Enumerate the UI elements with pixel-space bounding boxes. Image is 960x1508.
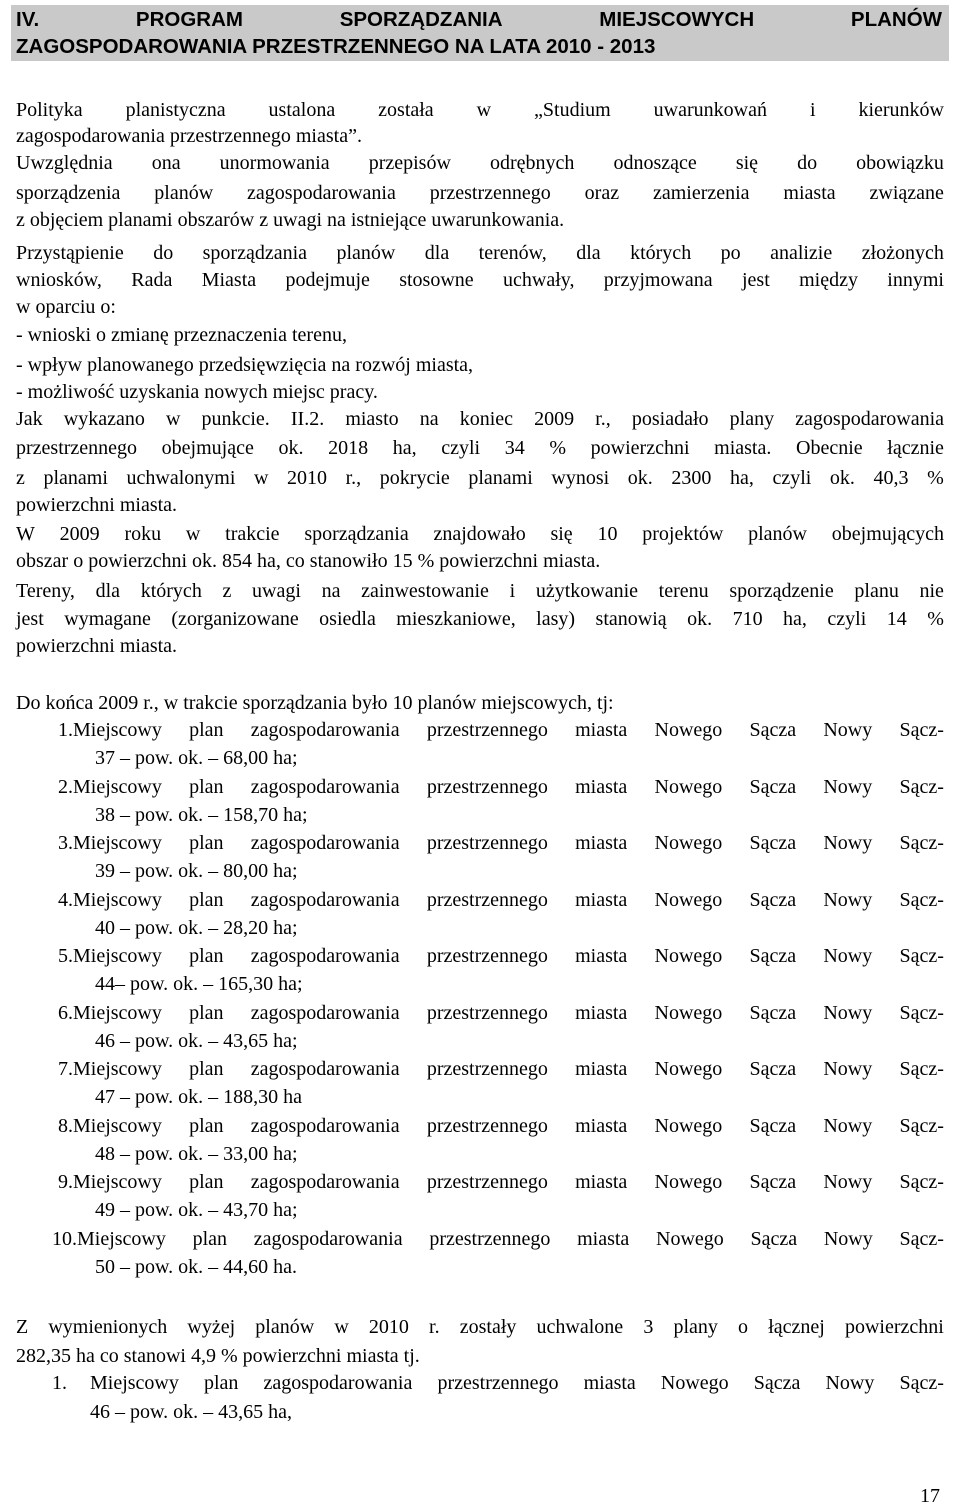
word: osiedla bbox=[319, 608, 376, 630]
word: 10 bbox=[597, 523, 618, 545]
word: Sącz- bbox=[899, 832, 944, 854]
body-line bbox=[16, 150, 944, 176]
adopted-plan-line bbox=[90, 1370, 944, 1396]
plan-item-line bbox=[58, 774, 944, 800]
word: zagospodarowania bbox=[250, 1058, 400, 1080]
word: przestrzennego bbox=[426, 719, 548, 741]
word: z bbox=[16, 467, 25, 489]
word: oraz bbox=[584, 182, 620, 204]
word: plan bbox=[189, 719, 224, 741]
word: 2009 bbox=[534, 408, 575, 430]
word: sporządzenie bbox=[729, 580, 834, 602]
word: łącznie bbox=[887, 437, 944, 459]
word: dla bbox=[95, 580, 121, 602]
word: Nowy bbox=[823, 1228, 873, 1250]
word: Nowy bbox=[823, 1171, 873, 1193]
adopted-plan-number: 1. bbox=[52, 1372, 67, 1394]
word: Sącza bbox=[749, 776, 797, 798]
section-heading-line-2: ZAGOSPODAROWANIA PRZESTRZENNEGO NA LATA 2010 - 2013 bbox=[16, 35, 656, 58]
word: się bbox=[735, 152, 759, 174]
word: Sącza bbox=[749, 1002, 797, 1024]
word: przepisów bbox=[368, 152, 451, 174]
word: plan bbox=[192, 1228, 228, 1250]
word: i bbox=[809, 99, 816, 121]
word: uchwalone bbox=[536, 1316, 624, 1338]
word: na bbox=[419, 408, 439, 430]
body-line: powierzchni miasta. bbox=[16, 494, 178, 516]
word: nie bbox=[919, 580, 944, 602]
word: miasta bbox=[575, 1058, 628, 1080]
body-line: zagospodarowania przestrzennego miasta”. bbox=[16, 125, 362, 147]
word: w bbox=[253, 467, 269, 489]
word: 3 bbox=[643, 1316, 654, 1338]
word: powierzchni bbox=[844, 1316, 944, 1338]
word: po bbox=[720, 242, 741, 264]
plan-item-line: 38 – pow. ok. – 158,70 ha; bbox=[95, 804, 308, 826]
plan-item-line bbox=[58, 830, 944, 856]
word: dla bbox=[576, 242, 601, 264]
word: z bbox=[222, 580, 232, 602]
word: Z bbox=[16, 1316, 29, 1338]
word: 14 bbox=[886, 608, 907, 630]
word: ok. bbox=[829, 467, 855, 489]
heading-word: SPORZĄDZANIA bbox=[339, 8, 503, 31]
word: Sącza bbox=[753, 1372, 801, 1394]
word: Sącza bbox=[749, 1058, 797, 1080]
word: uchwalonymi bbox=[126, 467, 236, 489]
word: Nowy bbox=[823, 832, 873, 854]
word: Jak bbox=[16, 408, 43, 430]
word: miasta bbox=[783, 182, 836, 204]
word: wymagane bbox=[64, 608, 151, 630]
word: r. bbox=[429, 1316, 440, 1338]
word: ok. bbox=[687, 608, 713, 630]
word: zagospodarowania bbox=[247, 182, 396, 204]
word: % bbox=[549, 437, 567, 459]
word: w bbox=[334, 1316, 349, 1338]
word: stanowią bbox=[595, 608, 667, 630]
word: Rada bbox=[131, 269, 173, 291]
word: przestrzennego bbox=[426, 945, 548, 967]
word: planów bbox=[336, 242, 396, 264]
word: na bbox=[321, 580, 341, 602]
word: Sącza bbox=[750, 1228, 798, 1250]
word: Nowego bbox=[654, 776, 723, 798]
word: wykazano bbox=[63, 408, 145, 430]
plan-item-line bbox=[58, 1169, 944, 1195]
word: złożonych bbox=[861, 242, 944, 264]
word: Sącz- bbox=[899, 1002, 944, 1024]
word: planu bbox=[854, 580, 899, 602]
word: miasta bbox=[583, 1372, 636, 1394]
word: zamierzenia bbox=[652, 182, 750, 204]
word: zagospodarowania bbox=[253, 1228, 403, 1250]
word: Nowy bbox=[823, 1058, 873, 1080]
word: Sącza bbox=[749, 889, 797, 911]
word: Nowego bbox=[654, 1171, 723, 1193]
word: zagospodarowania bbox=[263, 1372, 413, 1394]
word: i bbox=[509, 580, 516, 602]
list-intro: Do końca 2009 r., w trakcie sporządzania było 10 planów miejscowych, tj: bbox=[16, 692, 614, 714]
word: Miejscowy bbox=[90, 1372, 179, 1394]
word: przestrzennego bbox=[16, 437, 138, 459]
word: % bbox=[927, 467, 944, 489]
word: 40,3 bbox=[873, 467, 909, 489]
bullet-item: - możliwość uzyskania nowych miejsc pracy. bbox=[16, 381, 378, 403]
body-line bbox=[16, 1314, 944, 1340]
word: przestrzennego bbox=[426, 776, 548, 798]
word: Przystąpienie bbox=[16, 242, 124, 264]
body-line bbox=[16, 267, 944, 293]
body-line bbox=[16, 406, 944, 432]
heading-word: MIEJSCOWYCH bbox=[599, 8, 755, 31]
body-line: 282,35 ha co stanowi 4,9 % powierzchni miasta tj. bbox=[16, 1345, 420, 1367]
word: Sącz- bbox=[899, 1372, 944, 1394]
word: ha, bbox=[392, 437, 417, 459]
word: lasy) bbox=[536, 608, 576, 630]
plan-item-line bbox=[52, 1226, 944, 1252]
word: 1.Miejscowy bbox=[58, 719, 162, 741]
body-line bbox=[16, 97, 944, 123]
word: Nowego bbox=[654, 832, 723, 854]
word: Sącz- bbox=[899, 945, 944, 967]
body-line bbox=[16, 465, 944, 491]
word: zagospodarowania bbox=[250, 1171, 400, 1193]
body-line bbox=[16, 578, 944, 604]
word: została bbox=[378, 99, 434, 121]
word: dla bbox=[424, 242, 450, 264]
body-line bbox=[16, 180, 944, 206]
word: Nowy bbox=[823, 1002, 873, 1024]
word: przestrzennego bbox=[426, 1002, 548, 1024]
word: 5.Miejscowy bbox=[58, 945, 162, 967]
page-number: 17 bbox=[920, 1485, 940, 1507]
word: trakcie bbox=[225, 523, 280, 545]
word: Sącz- bbox=[899, 1115, 944, 1137]
plan-item-line: 50 – pow. ok. – 44,60 ha. bbox=[95, 1256, 298, 1278]
word: Uwzględnia bbox=[16, 152, 113, 174]
word: Sącz- bbox=[899, 1058, 944, 1080]
word: 9.Miejscowy bbox=[58, 1171, 162, 1193]
plan-item-line bbox=[58, 1113, 944, 1139]
word: W bbox=[16, 523, 35, 545]
word: 2.Miejscowy bbox=[58, 776, 162, 798]
word: Sącza bbox=[749, 1171, 797, 1193]
word: Nowego bbox=[654, 1002, 723, 1024]
heading-word: PLANÓW bbox=[850, 8, 942, 31]
word: plan bbox=[189, 945, 224, 967]
word: miasta. bbox=[714, 437, 772, 459]
word: (zorganizowane bbox=[171, 608, 299, 630]
word: obejmujących bbox=[831, 523, 944, 545]
plan-item-line: 37 – pow. ok. – 68,00 ha; bbox=[95, 747, 298, 769]
word: w bbox=[185, 523, 201, 545]
word: sporządzenia bbox=[16, 182, 121, 204]
word: się bbox=[550, 523, 573, 545]
word: punkcie. bbox=[201, 408, 270, 430]
word: ha, bbox=[783, 608, 807, 630]
word: miasta bbox=[575, 1002, 628, 1024]
word: związane bbox=[869, 182, 944, 204]
word: 2010 bbox=[368, 1316, 409, 1338]
word: planów bbox=[255, 1316, 315, 1338]
plan-item-line bbox=[58, 1000, 944, 1026]
word: do bbox=[153, 242, 174, 264]
word: planów bbox=[154, 182, 214, 204]
body-line bbox=[16, 521, 944, 547]
word: wymienionych bbox=[48, 1316, 168, 1338]
word: Nowy bbox=[823, 719, 873, 741]
word: odrębnych bbox=[489, 152, 575, 174]
word: 8.Miejscowy bbox=[58, 1115, 162, 1137]
word: Obecnie bbox=[796, 437, 863, 459]
word: planów bbox=[748, 523, 808, 545]
word: zagospodarowania bbox=[250, 889, 400, 911]
word: stosowne bbox=[399, 269, 474, 291]
word: zagospodarowania bbox=[250, 1002, 400, 1024]
word: Nowy bbox=[823, 945, 873, 967]
word: plan bbox=[189, 1002, 224, 1024]
word: jest bbox=[16, 608, 44, 630]
word: kierunków bbox=[858, 99, 944, 121]
word: miasta bbox=[575, 945, 628, 967]
word: ok. bbox=[278, 437, 304, 459]
word: przestrzennego bbox=[426, 889, 548, 911]
word: Sącz- bbox=[899, 1171, 944, 1193]
word: Sącza bbox=[749, 832, 797, 854]
plan-item-line: 49 – pow. ok. – 43,70 ha; bbox=[95, 1199, 298, 1221]
word: plan bbox=[189, 776, 224, 798]
body-line bbox=[16, 606, 944, 632]
word: planistyczna bbox=[125, 99, 226, 121]
word: zostały bbox=[459, 1316, 517, 1338]
word: przestrzennego bbox=[426, 1115, 548, 1137]
bullet-item: - wnioski o zmianę przeznaczenia terenu, bbox=[16, 324, 347, 346]
word: Miasta bbox=[201, 269, 257, 291]
word: 10.Miejscowy bbox=[52, 1228, 166, 1250]
word: powierzchni bbox=[590, 437, 690, 459]
word: przestrzennego bbox=[429, 182, 551, 204]
word: Sącza bbox=[749, 945, 797, 967]
plan-item-line bbox=[58, 887, 944, 913]
word: o bbox=[738, 1316, 749, 1338]
word: wniosków, bbox=[16, 269, 102, 291]
word: 2300 bbox=[671, 467, 712, 489]
word: plan bbox=[203, 1372, 239, 1394]
word: zagospodarowania bbox=[250, 776, 400, 798]
word: przyjmowana bbox=[603, 269, 713, 291]
heading-word: PROGRAM bbox=[135, 8, 243, 31]
word: których bbox=[140, 580, 202, 602]
body-line bbox=[16, 435, 944, 461]
word: przestrzennego bbox=[426, 1171, 548, 1193]
word: 2010 bbox=[287, 467, 328, 489]
word: plany bbox=[673, 1316, 718, 1338]
word: Nowy bbox=[823, 776, 873, 798]
word: przestrzennego bbox=[429, 1228, 551, 1250]
word: Nowego bbox=[654, 945, 723, 967]
word: między bbox=[799, 269, 858, 291]
word: do bbox=[797, 152, 818, 174]
word: Nowy bbox=[825, 1372, 875, 1394]
word: wyżej bbox=[187, 1316, 236, 1338]
word: % bbox=[927, 608, 944, 630]
word: Sącza bbox=[749, 1115, 797, 1137]
word: Nowego bbox=[660, 1372, 729, 1394]
word: miasta bbox=[575, 776, 628, 798]
word: plan bbox=[189, 1058, 224, 1080]
plan-item-line: 44– pow. ok. – 165,30 ha; bbox=[95, 973, 303, 995]
word: ona bbox=[151, 152, 181, 174]
word: innymi bbox=[887, 269, 944, 291]
word: odnoszące bbox=[613, 152, 697, 174]
word: 2018 bbox=[328, 437, 369, 459]
word: r., bbox=[595, 408, 611, 430]
word: uwagi bbox=[252, 580, 301, 602]
word: 2009 bbox=[59, 523, 100, 545]
word: miasta bbox=[575, 889, 628, 911]
word: przestrzennego bbox=[426, 1058, 548, 1080]
word: posiadało bbox=[631, 408, 709, 430]
plan-item-line: 47 – pow. ok. – 188,30 ha bbox=[95, 1086, 303, 1108]
plan-item-line: 48 – pow. ok. – 33,00 ha; bbox=[95, 1143, 298, 1165]
word: czyli bbox=[441, 437, 481, 459]
word: jest bbox=[741, 269, 770, 291]
word: obejmujące bbox=[161, 437, 254, 459]
word: 3.Miejscowy bbox=[58, 832, 162, 854]
word: planami bbox=[468, 467, 533, 489]
word: miasta bbox=[575, 832, 628, 854]
body-line bbox=[16, 240, 944, 266]
word: 710 bbox=[732, 608, 763, 630]
plan-item-line: 39 – pow. ok. – 80,00 ha; bbox=[95, 860, 298, 882]
word: terenów, bbox=[478, 242, 547, 264]
plan-item-line bbox=[58, 717, 944, 743]
word: zagospodarowania bbox=[250, 1115, 400, 1137]
word: Nowego bbox=[654, 1058, 723, 1080]
word: ha, bbox=[729, 467, 754, 489]
word: planami bbox=[43, 467, 108, 489]
body-line: powierzchni miasta. bbox=[16, 635, 178, 657]
word: analizie bbox=[770, 242, 833, 264]
word: plan bbox=[189, 832, 224, 854]
word: przestrzennego bbox=[426, 832, 548, 854]
plan-item-line: 40 – pow. ok. – 28,20 ha; bbox=[95, 917, 298, 939]
word: Sącz- bbox=[899, 776, 944, 798]
word: ustalona bbox=[268, 99, 336, 121]
plan-item-line: 46 – pow. ok. – 43,65 ha; bbox=[95, 1030, 298, 1052]
word: miasta bbox=[577, 1228, 630, 1250]
word: Nowego bbox=[656, 1228, 724, 1250]
body-line: z objęciem planami obszarów z uwagi na istniejące uwarunkowania. bbox=[16, 209, 565, 231]
word: łącznej bbox=[768, 1316, 825, 1338]
word: projektów bbox=[642, 523, 724, 545]
word: 4.Miejscowy bbox=[58, 889, 162, 911]
word: Sącza bbox=[749, 719, 797, 741]
word: obowiązku bbox=[856, 152, 944, 174]
word: plany bbox=[729, 408, 775, 430]
word: Nowego bbox=[654, 1115, 723, 1137]
word: Polityka bbox=[16, 99, 83, 121]
word: miasta bbox=[575, 719, 628, 741]
word: unormowania bbox=[219, 152, 330, 174]
word: plan bbox=[189, 1115, 224, 1137]
word: Sącz- bbox=[899, 719, 944, 741]
word: użytkowanie bbox=[535, 580, 638, 602]
word: przestrzennego bbox=[437, 1372, 559, 1394]
word: Tereny, bbox=[16, 580, 75, 602]
word: 34 bbox=[504, 437, 525, 459]
body-line: obszar o powierzchni ok. 854 ha, co stanowiło 15 % powierzchni miasta. bbox=[16, 550, 601, 572]
word: których bbox=[630, 242, 692, 264]
word: sporządzania bbox=[202, 242, 308, 264]
word: uwarunkowań bbox=[653, 99, 767, 121]
word: zagospodarowania bbox=[250, 832, 400, 854]
word: „Studium bbox=[534, 99, 611, 121]
word: w bbox=[476, 99, 492, 121]
section-heading-line-1 bbox=[16, 8, 942, 32]
word: czyli bbox=[827, 608, 867, 630]
word: w bbox=[165, 408, 181, 430]
word: terenu bbox=[658, 580, 709, 602]
word: miasto bbox=[345, 408, 399, 430]
heading-word: IV. bbox=[16, 8, 40, 31]
word: podejmuje bbox=[285, 269, 370, 291]
plan-item-line bbox=[58, 1056, 944, 1082]
word: Sącz- bbox=[899, 889, 944, 911]
word: Sącz- bbox=[899, 1228, 944, 1250]
word: zagospodarowania bbox=[250, 719, 400, 741]
body-line: w oparciu o: bbox=[16, 296, 116, 318]
word: Nowy bbox=[823, 889, 873, 911]
word: wynosi bbox=[551, 467, 610, 489]
word: r., bbox=[345, 467, 362, 489]
word: miasta bbox=[575, 1115, 628, 1137]
word: koniec bbox=[459, 408, 514, 430]
word: pokrycie bbox=[379, 467, 450, 489]
word: 6.Miejscowy bbox=[58, 1002, 162, 1024]
bullet-item: - wpływ planowanego przedsięwzięcia na rozwój miasta, bbox=[16, 354, 474, 376]
word: II.2. bbox=[290, 408, 325, 430]
word: zagospodarowania bbox=[795, 408, 944, 430]
word: Nowy bbox=[823, 1115, 873, 1137]
word: 7.Miejscowy bbox=[58, 1058, 162, 1080]
adopted-plan-line: 46 – pow. ok. – 43,65 ha, bbox=[90, 1401, 293, 1423]
word: Nowego bbox=[654, 889, 723, 911]
word: ok. bbox=[627, 467, 653, 489]
word: zainwestowanie bbox=[361, 580, 489, 602]
plan-item-line bbox=[58, 943, 944, 969]
word: sporządzania bbox=[304, 523, 409, 545]
word: mieszkaniowe, bbox=[396, 608, 516, 630]
word: zagospodarowania bbox=[250, 945, 400, 967]
word: plan bbox=[189, 1171, 224, 1193]
word: roku bbox=[124, 523, 162, 545]
word: miasta bbox=[575, 1171, 628, 1193]
word: czyli bbox=[772, 467, 812, 489]
word: Nowego bbox=[654, 719, 723, 741]
word: plan bbox=[189, 889, 224, 911]
word: uchwały, bbox=[503, 269, 575, 291]
word: znajdowało bbox=[433, 523, 526, 545]
